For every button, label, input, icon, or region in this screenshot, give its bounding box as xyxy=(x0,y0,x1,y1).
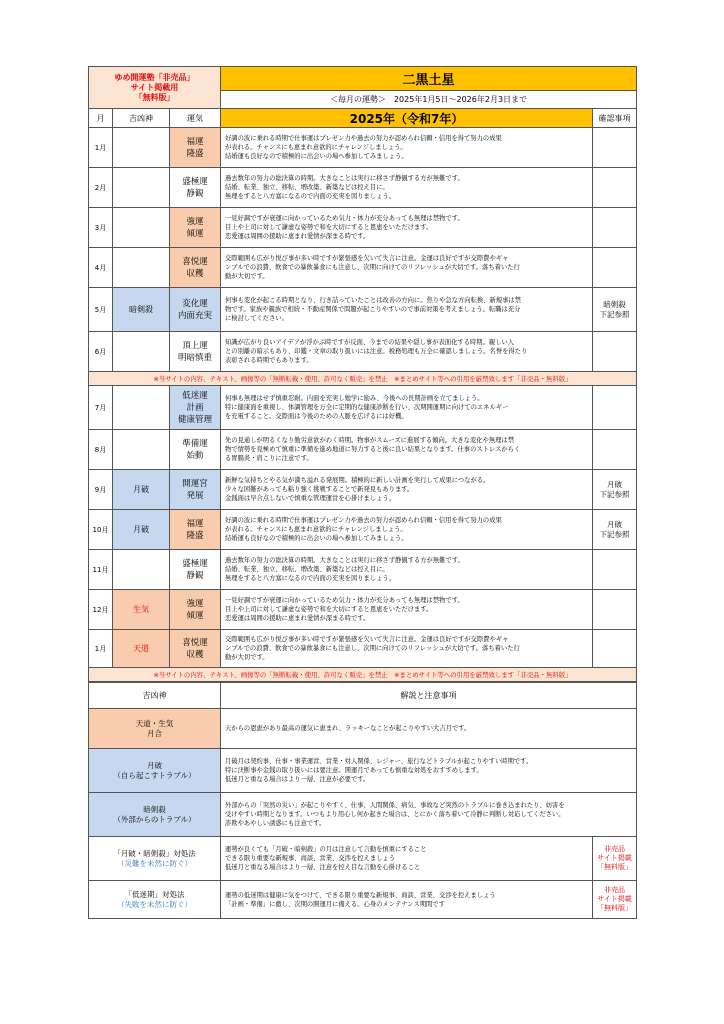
tag-line: サイト掲載 xyxy=(597,854,632,862)
unki-line: 低迷運 xyxy=(182,390,208,401)
unki-cell xyxy=(170,470,221,510)
unki-line: 始動 xyxy=(186,450,204,461)
legend-description-line: 天からの恩恵があり最高の運気に恵まれ、ラッキーなことが起こりやすい大吉月です。 xyxy=(225,725,471,732)
description-line: に検討してください。 xyxy=(225,315,288,322)
unki-line: 傾運 xyxy=(186,228,204,239)
legend-name xyxy=(89,709,221,749)
legend-row xyxy=(89,793,637,837)
month-label: 1月 xyxy=(89,630,113,668)
month-row xyxy=(89,470,637,510)
legend-name-line: 天道・生気 xyxy=(135,718,174,728)
check-cell xyxy=(593,168,637,208)
month-label: 10月 xyxy=(89,510,113,550)
legend-description-line: 低迷月と重なる場合はより一層、注意が必要です。 xyxy=(225,776,370,783)
description-line: ンブルでの浪費、飲食での暴飲暴食にも注意し、次期に向けてのリフレッシュが大切です。落ち着いた行 xyxy=(225,264,520,271)
legend-description-line: 詐欺やあやしい誘惑にも注意です。 xyxy=(225,820,326,827)
description-line: 過去数年の努力の総決算の時期。大きなことは実行に移さず静観する方が無難です。 xyxy=(225,175,464,182)
legend-kichi-header: 吉凶神 xyxy=(89,683,221,709)
legend-name xyxy=(89,749,221,793)
legend-table xyxy=(88,682,637,919)
unki-line: 強運 xyxy=(186,216,204,227)
legend-description-line: 運勢が良くても「月破・暗剣殺」の月は注意して言動を慎重にすること xyxy=(225,846,427,853)
col-month-header: 月 xyxy=(89,109,113,128)
month-description xyxy=(221,386,593,430)
legend-name-line: （自ら起こすトラブル） xyxy=(113,770,196,780)
unki-line: 盛極運 xyxy=(182,176,208,187)
unki-cell xyxy=(170,288,221,332)
legend-name xyxy=(89,793,221,837)
unki-line: 喜悦運 xyxy=(182,637,208,648)
month-description xyxy=(221,510,593,550)
description-line: 物です。家族や親族で相続・不動産関係で問題が起こりやすいので事前対策を考えましょう。転職は充分 xyxy=(225,306,521,313)
month-row xyxy=(89,332,637,372)
check-line: 月破 xyxy=(607,479,622,489)
unki-line: 隆盛 xyxy=(186,530,204,541)
month-label: 6月 xyxy=(89,332,113,372)
kichi-cell xyxy=(113,128,170,168)
check-cell xyxy=(593,470,637,510)
legend-description-line: 運勢の低迷期は健康に気をつけて、できる限り重要な新規事、商談、営業、交渉を控えましょう xyxy=(225,891,496,899)
check-cell xyxy=(593,128,637,168)
month-description xyxy=(221,168,593,208)
free-edition-tag xyxy=(593,881,637,919)
unki-cell xyxy=(170,248,221,288)
month-row xyxy=(89,590,637,630)
description-line: 一見好調ですが衰運に向かっているため気力・体力が充分あっても無理は禁物です。 xyxy=(225,215,464,222)
month-description xyxy=(221,470,593,510)
unki-cell xyxy=(170,128,221,168)
unki-cell xyxy=(170,550,221,590)
check-cell xyxy=(593,332,637,372)
tag-line: 非売品 xyxy=(604,886,625,894)
description-line: 好調の波に乗れる時期で仕事運はプレゼン力や過去の努力が認められ信頼・信用を得て努力の成果 xyxy=(225,517,502,524)
description-line: 表彰される時期でもあります。 xyxy=(225,357,313,364)
tag-line: サイト掲載 xyxy=(597,895,632,903)
legend-row xyxy=(89,749,637,793)
legend-row xyxy=(89,709,637,749)
month-label: 4月 xyxy=(89,248,113,288)
legend-name-line: （災難を未然に防ぐ） xyxy=(117,858,192,868)
kichi-cell xyxy=(113,332,170,372)
description-line: 恋愛運は周囲の援助に恵まれ愛情が深まる時です。 xyxy=(225,615,370,622)
description-line: 特に健康面を重視し、体調管理を万全に定期的な健康診断を行い、次期開運期に向けてのエネルギー xyxy=(225,404,509,411)
unki-line: 準備運 xyxy=(182,438,208,449)
fortune-table xyxy=(88,66,637,682)
month-description xyxy=(221,430,593,470)
kichi-cell: 月破 xyxy=(113,470,170,510)
check-cell xyxy=(593,386,637,430)
month-label: 11月 xyxy=(89,550,113,590)
kichi-cell xyxy=(113,386,170,430)
check-cell xyxy=(593,590,637,630)
legend-description-line: 「計画・準備」に徹し、次期の開運月に備える。心身のメンテナンス期間です xyxy=(225,900,445,908)
description-line: 恋愛運は周囲の援助に恵まれ愛情が深まる時です。 xyxy=(225,233,370,240)
site-label-line: ゆめ開運塾「非売品」 xyxy=(114,72,195,82)
description-line: との別離の暗示もあり、印鑑・文章の取り扱いには注意。税務処理も万全に確認しましょう。名誉を得たり xyxy=(225,348,528,355)
unki-line: 強運 xyxy=(186,598,204,609)
month-description xyxy=(221,248,593,288)
description-line: 先の見通しが明るくなり勤労意欲がわく時期。物事がスムーズに進展する傾向。大きな変化や無理は禁 xyxy=(225,437,515,444)
site-label xyxy=(89,67,221,109)
month-description xyxy=(221,128,593,168)
description-line: 過去数年の努力の総決算の時期。大きなことは実行に移さず静観する方が無難です。 xyxy=(225,557,464,564)
month-label: 2月 xyxy=(89,168,113,208)
month-label: 8月 xyxy=(89,430,113,470)
col-check-header: 確認事項 xyxy=(593,109,637,128)
check-cell xyxy=(593,208,637,248)
description-line: る胃腸炎・肩こりに注意です。 xyxy=(225,455,313,462)
description-line: 交際範囲も広がり悦び事が多い時ですが緊張感を欠いて失言に注意。金運は良好ですが交際費やギャ xyxy=(225,255,509,262)
legend-name-line: （失敗を未然に防ぐ） xyxy=(117,899,192,909)
description-line: 結婚、転業、独立、移転、増改築、新築などは控え目に。 xyxy=(225,184,389,191)
legend-name-line: 月合 xyxy=(147,728,162,738)
unki-line: 静観 xyxy=(186,570,204,581)
kichi-cell: 天道 xyxy=(113,630,170,668)
unki-line: 明暗慎重 xyxy=(177,352,212,363)
description-line: が表れる。チャンスにも恵まれ意欲的にチャレンジしましょう。 xyxy=(225,526,407,533)
legend-description-line: できる限り重要な新規事、商談、営業、交渉を控えましょう xyxy=(225,855,396,862)
legend-description-line: 月破月は契約事、仕事・事業運営、営業・対人関係、レジャー、旅行などトラブルが起こりやすい時期です。 xyxy=(225,758,533,765)
legend-row xyxy=(89,837,637,881)
description-line: 無理をすると八方塞になるので内面の充実を図りましょう。 xyxy=(225,193,396,200)
description-line: 新鮮な気持ちとやる気が満ち溢れる発展期。積極的に新しい計画を実行して成果につながる。 xyxy=(225,477,490,484)
description-line: 何事も変化が起こる時期となり、行き詰っていたことは改善の方向に。焦りや急な方向転換、新規事は禁 xyxy=(225,297,521,304)
month-description xyxy=(221,550,593,590)
copyright-notice: ※当サイトの内容、テキスト、画像等の「無断転載・使用、許可なく販売」を禁止 ※まとめサイト等への引用を厳禁致します「非売品・無料版」 xyxy=(89,668,637,682)
legend-name-line: 暗剣殺 xyxy=(143,804,166,814)
description-line: 結婚運も良好なので積極的に出会いの場へ参加してみましょう。 xyxy=(225,535,408,542)
period-text: ＜毎月の運勢＞ 2025年1月5日～2026年2月3日まで xyxy=(221,91,637,109)
tag-line: 「無料版」 xyxy=(597,904,632,912)
month-row xyxy=(89,386,637,430)
legend-name-line: 「月破・暗剣殺」対処法 xyxy=(113,848,196,858)
unki-line: 収穫 xyxy=(186,649,204,660)
unki-cell xyxy=(170,208,221,248)
legend-description xyxy=(221,793,637,837)
legend-name xyxy=(89,881,221,919)
unki-line: 頂上運 xyxy=(182,340,208,351)
description-line: 結婚運も良好なので積極的に出会いの場へ参加してみましょう。 xyxy=(225,153,408,160)
month-label: 9月 xyxy=(89,470,113,510)
unki-line: 発展 xyxy=(186,490,204,501)
description-line: 知識が広がり良いアイデアが浮かぶ時ですが反面、今までの結果や隠し事が表面化する時期。親しい人 xyxy=(225,339,515,346)
month-row xyxy=(89,248,637,288)
description-line: 物で情勢を見極めて慎重に準備を進め地道に努力すると後に良い結果となります。仕事のストレスからく xyxy=(225,446,521,453)
kichi-cell xyxy=(113,208,170,248)
month-description xyxy=(221,208,593,248)
month-label: 3月 xyxy=(89,208,113,248)
month-label: 12月 xyxy=(89,590,113,630)
kichi-cell: 生気 xyxy=(113,590,170,630)
free-edition-tag xyxy=(593,837,637,881)
kichi-cell xyxy=(113,168,170,208)
month-label: 1月 xyxy=(89,128,113,168)
month-description xyxy=(221,332,593,372)
legend-name-line: 月破 xyxy=(147,760,162,770)
month-row xyxy=(89,288,637,332)
month-row xyxy=(89,208,637,248)
legend-description-line: 受けやすい時期となります。いつもより用心し何か起きた場合は、とにかく落ち着いて冷静に判断し対応してください。 xyxy=(225,811,565,818)
description-line: 一見好調ですが衰運に向かっているため気力・体力が充分あっても無理は禁物です。 xyxy=(225,597,464,604)
fortune-sheet xyxy=(88,66,636,919)
check-cell xyxy=(593,510,637,550)
month-row xyxy=(89,550,637,590)
month-row xyxy=(89,128,637,168)
legend-description-line: 外部からの「突然の災い」が起こりやすく、仕事、人間関係、病気、事故など突然のトラブルに巻き込まれたり、妨害を xyxy=(225,802,565,809)
check-line: 下記参照 xyxy=(599,309,630,319)
legend-name-line: （外部からのトラブル） xyxy=(113,814,196,824)
check-line: 暗剣殺 xyxy=(603,299,626,309)
unki-cell xyxy=(170,430,221,470)
unki-cell xyxy=(170,590,221,630)
check-line: 下記参照 xyxy=(599,489,630,499)
description-line: 少々な困難があっても粘り強く挑戦することで新発見もあります。 xyxy=(225,486,414,493)
legend-description xyxy=(221,881,593,919)
month-description xyxy=(221,630,593,668)
unki-line: 静観 xyxy=(186,188,204,199)
unki-line: 隆盛 xyxy=(186,148,204,159)
kichi-cell xyxy=(113,248,170,288)
description-line: を充電すること。交際面は今後のための人脈を広げるには好機。 xyxy=(225,413,408,420)
month-label: 7月 xyxy=(89,386,113,430)
check-line: 月破 xyxy=(607,519,622,529)
description-line: 動が大切です。 xyxy=(225,273,269,280)
description-line: 目上や上司に対して謙虚な姿勢で和を大切にすると恩恵をいただけます。 xyxy=(225,224,433,231)
col-unki-header: 運気 xyxy=(170,109,221,128)
unki-line: 盛極運 xyxy=(182,558,208,569)
month-description xyxy=(221,288,593,332)
unki-line: 福運 xyxy=(186,136,204,147)
description-line: 交際範囲も広がり悦び事が多い時ですが緊張感を欠いて失言に注意。金運は良好ですが交際費やギャ xyxy=(225,636,509,643)
description-line: 結婚、転業、独立、移転、増改築、新築などは控え目に。 xyxy=(225,566,389,573)
check-cell xyxy=(593,550,637,590)
check-cell xyxy=(593,630,637,668)
month-row xyxy=(89,510,637,550)
kichi-cell: 月破 xyxy=(113,510,170,550)
unki-line: 変化運 xyxy=(182,298,208,309)
legend-description xyxy=(221,837,593,881)
legend-description-line: 低迷月と重なる場合はより一層、注意を控え目な言動を心掛けること xyxy=(225,864,421,871)
kichi-cell xyxy=(113,550,170,590)
legend-name-line: 「低迷期」対処法 xyxy=(124,889,185,899)
check-cell xyxy=(593,248,637,288)
site-label-line: サイト掲載用 xyxy=(130,82,179,92)
month-description xyxy=(221,590,593,630)
unki-cell xyxy=(170,510,221,550)
page-title: 二黒土星 xyxy=(221,67,637,91)
description-line: 好調の波に乗れる時期で仕事運はプレゼン力や過去の努力が認められ信頼・信用を得て努力の成果 xyxy=(225,135,502,142)
unki-line: 開運宮 xyxy=(182,478,208,489)
description-line: 目上や上司に対して謙虚な姿勢で和を大切にすると恩恵をいただけます。 xyxy=(225,606,433,613)
month-row xyxy=(89,430,637,470)
kichi-cell xyxy=(113,430,170,470)
unki-cell xyxy=(170,386,221,430)
description-line: が表れる。チャンスにも恵まれ意欲的にチャレンジしましょう。 xyxy=(225,144,407,151)
copyright-notice: ※当サイトの内容、テキスト、画像等の「無断転載・使用、許可なく販売」を禁止 ※まとめサイト等への引用を厳禁致します「非売品・無料版」 xyxy=(89,372,637,386)
month-row xyxy=(89,168,637,208)
description-line: ンブルでの浪費、飲食での暴飲暴食にも注意し、次期に向けてのリフレッシュが大切です。落ち着いた行 xyxy=(225,645,520,652)
description-line: 何事も無理はせず慎重忍耐。内面を充実し勉学に励み、今後への長期計画を立てましょう。 xyxy=(225,395,484,402)
site-label-line: 「無料版」 xyxy=(134,92,175,102)
col-kichi-header: 吉凶神 xyxy=(113,109,170,128)
year-header: 2025年（令和7年） xyxy=(221,109,593,128)
unki-cell xyxy=(170,630,221,668)
unki-line: 内面充実 xyxy=(177,310,212,321)
description-line: 無理をすると八方塞になるので内面の充実を図りましょう。 xyxy=(225,575,396,582)
unki-line: 収穫 xyxy=(186,268,204,279)
legend-description xyxy=(221,749,637,793)
unki-cell xyxy=(170,332,221,372)
kichi-cell: 暗剣殺 xyxy=(113,288,170,332)
legend-description xyxy=(221,709,637,749)
check-cell xyxy=(593,430,637,470)
unki-line: 計画 xyxy=(186,402,204,413)
unki-cell xyxy=(170,168,221,208)
tag-line: 非売品 xyxy=(604,845,625,853)
month-row xyxy=(89,630,637,668)
unki-line: 福運 xyxy=(186,518,204,529)
unki-line: 健康管理 xyxy=(177,414,212,425)
legend-description-line: 特に決断事や金銭の取り扱いには要注意。開運月であっても慎重な対処をおすすめします。 xyxy=(225,767,483,774)
legend-row xyxy=(89,881,637,919)
tag-line: 「無料版」 xyxy=(597,863,632,871)
check-line: 下記参照 xyxy=(599,529,630,539)
description-line: 動が大切です。 xyxy=(225,654,269,661)
description-line: 金銭面は早合点しないで慎重な管理運営を心掛けましょう。 xyxy=(225,495,396,502)
legend-desc-header: 解説と注意事項 xyxy=(221,683,637,709)
month-label: 5月 xyxy=(89,288,113,332)
check-cell xyxy=(593,288,637,332)
unki-line: 傾運 xyxy=(186,610,204,621)
unki-line: 喜悦運 xyxy=(182,256,208,267)
legend-name xyxy=(89,837,221,881)
